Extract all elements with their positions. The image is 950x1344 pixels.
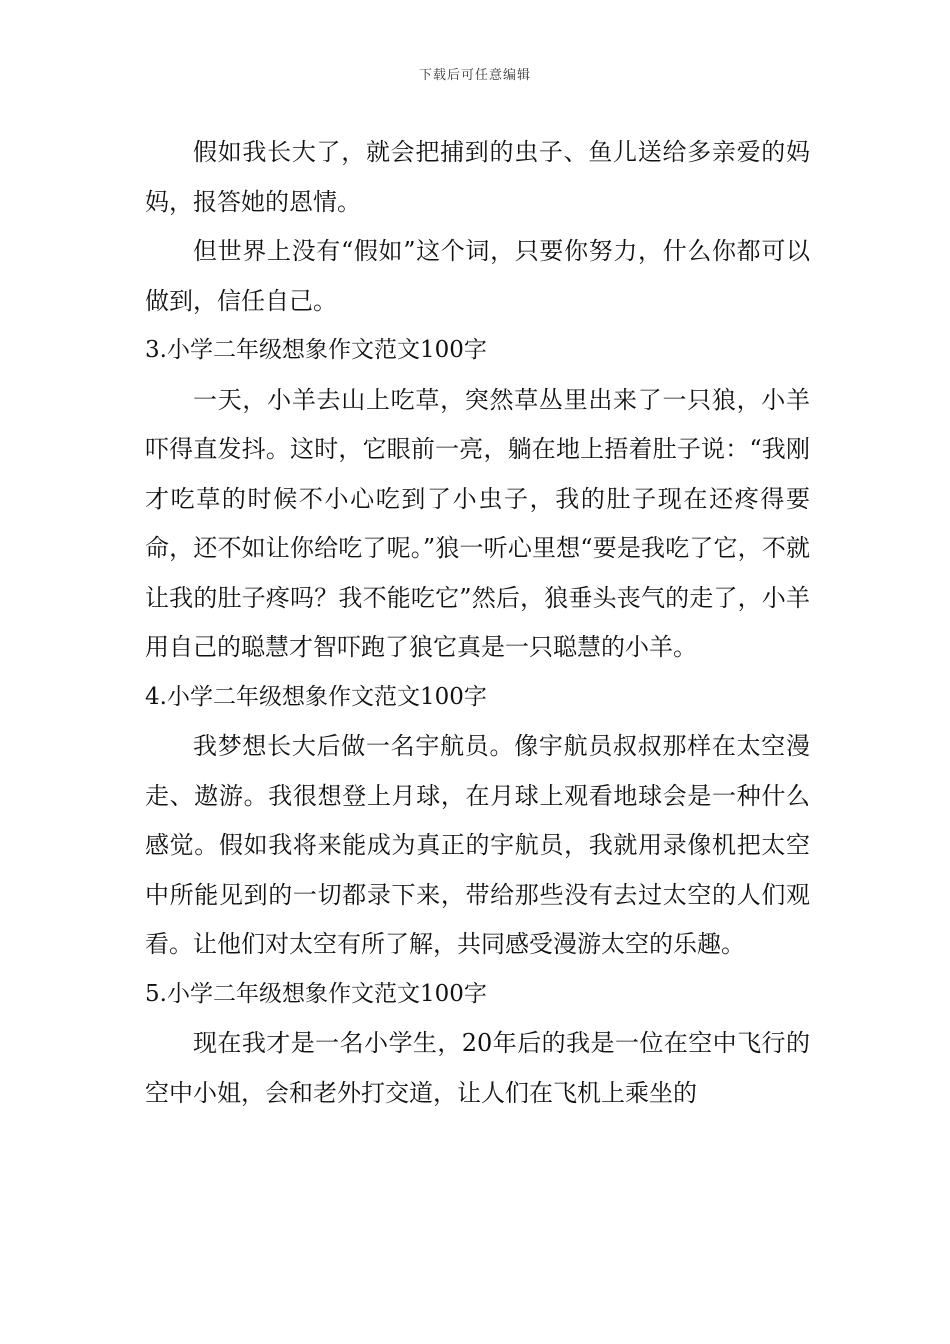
paragraph: 一天，小羊去山上吃草，突然草丛里出来了一只狼，小羊吓得直发抖。这时，它眼前一亮，躺在地上捂着肚子说：“我刚才吃草的时候不小心吃到了小虫子，我的肚子现在还疼得要命，还不如让你给吃了呢。”狼一听心里想“要是我吃了它，不就让我的肚子疼吗？我不能吃它”然后，狼垂头丧气的走了，小羊用自己的聪慧才智吓跑了狼它真是一只聪慧的小羊。: [145, 385, 810, 661]
section-heading: 3.小学二年级想象作文范文100字: [145, 337, 487, 363]
section-heading: 4.小学二年级想象作文范文100字: [145, 683, 487, 710]
page-header: 下载后可任意编辑: [418, 68, 531, 83]
document-body: [145, 128, 810, 1118]
paragraph: 现在我才是一名小学生，20年后的我是一位在空中飞行的空中小姐，会和老外打交道，让人们在飞机上乘坐的: [145, 1029, 810, 1107]
paragraph: 我梦想长大后做一名宇航员。像宇航员叔叔那样在太空漫走、遨游。我很想登上月球，在月球上观看地球会是一种什么感觉。假如我将来能成为真正的宇航员，我就用录像机把太空中所能见到的一切都录下来，带给那些没有去过太空的人们观看。让他们对太空有所了解，共同感受漫游太空的乐趣。: [145, 732, 810, 958]
section-heading: 5.小学二年级想象作文范文100字: [145, 980, 487, 1007]
paragraph: 但世界上没有“假如”这个词，只要你努力，什么你都可以做到，信任自己。: [145, 237, 810, 315]
paragraph: 假如我长大了，就会把捕到的虫子、鱼儿送给多亲爱的妈妈，报答她的恩情。: [145, 138, 810, 216]
